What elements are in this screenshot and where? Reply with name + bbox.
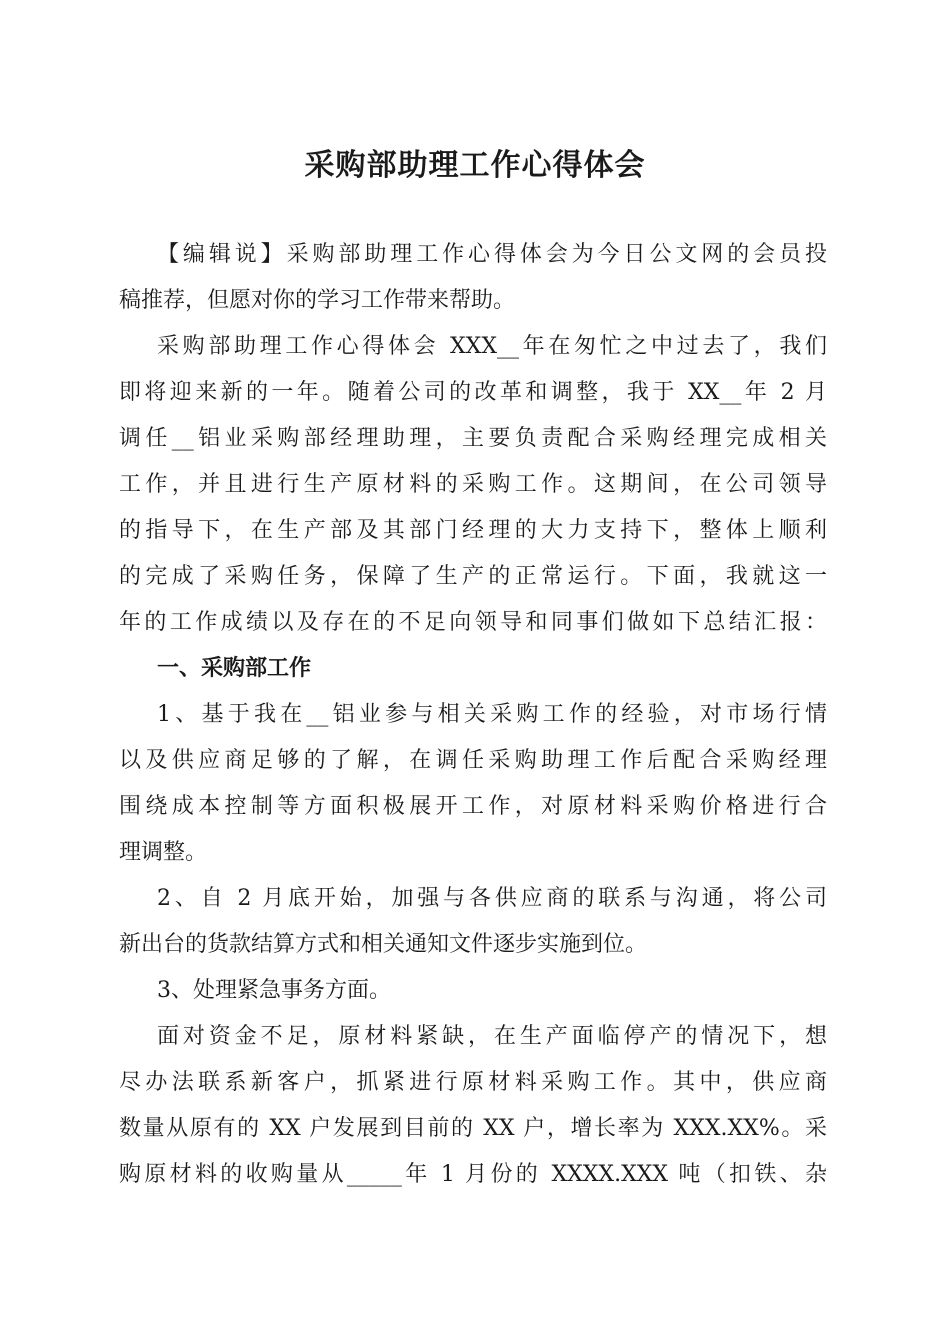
paragraph-line: 2、自 2 月底开始，加强与各供应商的联系与沟通，将公司 bbox=[157, 886, 827, 911]
document-title: 采购部助理工作心得体会 bbox=[304, 148, 646, 183]
paragraph-line: 【编辑说】采购部助理工作心得体会为今日公文网的会员投 bbox=[157, 242, 827, 267]
paragraph-line: 购原材料的收购量从_____年 1 月份的 XXXX.XXX 吨（扣铁、杂 bbox=[119, 1162, 827, 1187]
paragraph-line: 1、基于我在__铝业参与相关采购工作的经验，对市场行情 bbox=[157, 702, 827, 727]
paragraph-line: 工作，并且进行生产原材料的采购工作。这期间，在公司领导 bbox=[119, 472, 827, 497]
paragraph-line: 面对资金不足，原材料紧缺，在生产面临停产的情况下，想 bbox=[157, 1024, 827, 1049]
paragraph-line: 稿推荐，但愿对你的学习工作带来帮助。 bbox=[119, 288, 516, 313]
paragraph-line: 新出台的货款结算方式和相关通知文件逐步实施到位。 bbox=[119, 932, 648, 957]
paragraph-line: 即将迎来新的一年。随着公司的改革和调整，我于 XX__年 2 月 bbox=[119, 380, 827, 405]
paragraph-line: 3、处理紧急事务方面。 bbox=[157, 978, 391, 1003]
document-body bbox=[119, 232, 827, 1198]
paragraph-line: 采购部助理工作心得体会 XXX__年在匆忙之中过去了，我们 bbox=[157, 334, 827, 359]
paragraph-line: 尽办法联系新客户，抓紧进行原材料采购工作。其中，供应商 bbox=[119, 1070, 827, 1095]
paragraph-line: 的完成了采购任务，保障了生产的正常运行。下面，我就这一 bbox=[119, 564, 827, 589]
paragraph-line: 理调整。 bbox=[119, 840, 208, 865]
section-heading: 一、采购部工作 bbox=[157, 656, 312, 681]
paragraph-line: 年的工作成绩以及存在的不足向领导和同事们做如下总结汇报： bbox=[119, 610, 827, 635]
paragraph-line: 数量从原有的 XX 户发展到目前的 XX 户，增长率为 XXX.XX%。采 bbox=[119, 1116, 827, 1141]
paragraph-line: 的指导下，在生产部及其部门经理的大力支持下，整体上顺利 bbox=[119, 518, 827, 543]
paragraph-line: 围绕成本控制等方面积极展开工作，对原材料采购价格进行合 bbox=[119, 794, 827, 819]
paragraph-line: 以及供应商足够的了解，在调任采购助理工作后配合采购经理 bbox=[119, 748, 827, 773]
paragraph-line: 调任__铝业采购部经理助理，主要负责配合采购经理完成相关 bbox=[119, 426, 827, 451]
